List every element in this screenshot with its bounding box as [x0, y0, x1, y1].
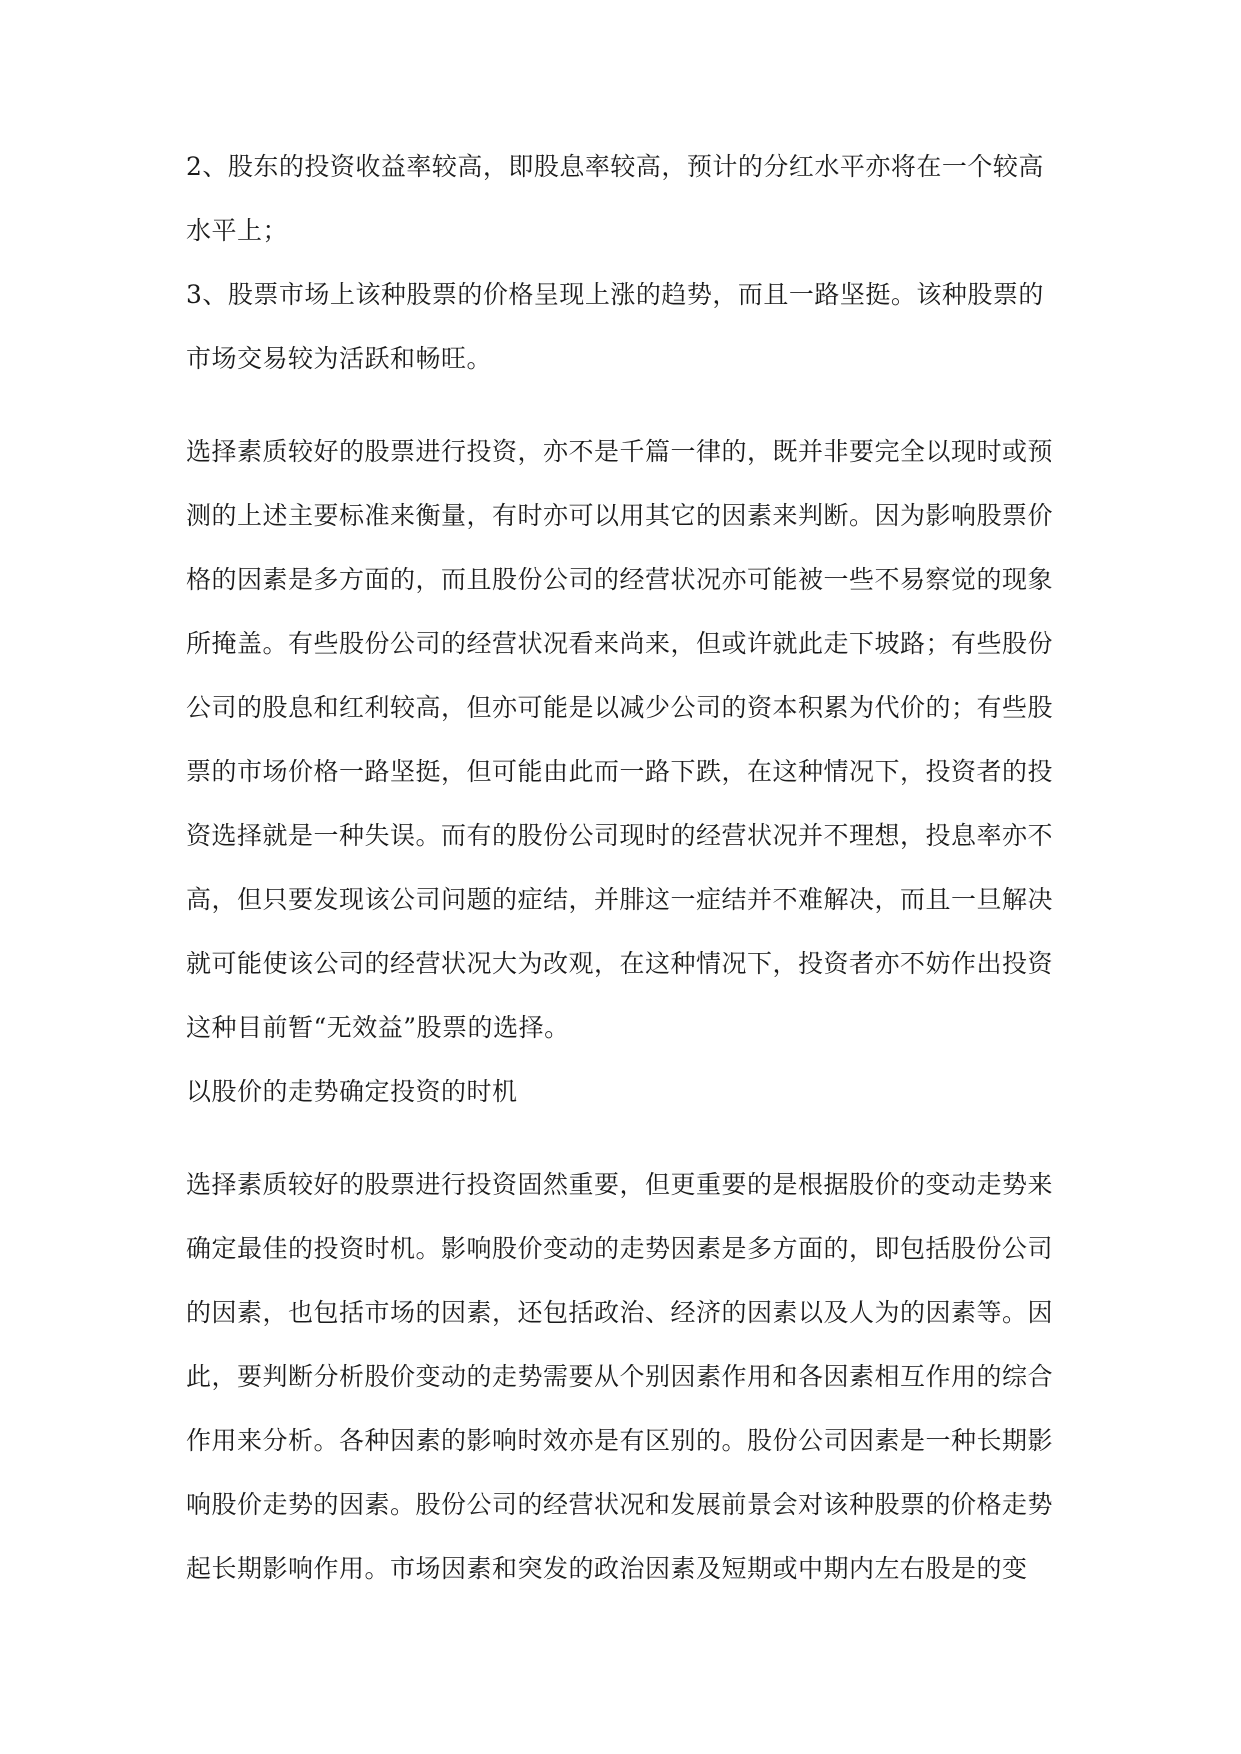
text-line: 市场交易较为活跃和畅旺。 [186, 344, 493, 373]
text-line: 的因素，也包括市场的因素，还包括政治、经济的因素以及人为的因素等。因 [186, 1298, 1054, 1327]
text-line: 3、股票市场上该种股票的价格呈现上涨的趋势，而且一路坚挺。该种股票的 [186, 280, 1044, 309]
text-line: 资选择就是一种失误。而有的股份公司现时的经营状况并不理想，投息率亦不 [186, 821, 1054, 850]
text-line: 确定最佳的投资时机。影响股价变动的走势因素是多方面的，即包括股份公司 [186, 1234, 1054, 1263]
text-line: 所掩盖。有些股份公司的经营状况看来尚来，但或许就此走下坡路；有些股份 [186, 629, 1054, 658]
text-line: 此，要判断分析股价变动的走势需要从个别因素作用和各因素相互作用的综合 [186, 1362, 1054, 1391]
text-line: 2、股东的投资收益率较高，即股息率较高，预计的分红水平亦将在一个较高 [186, 152, 1044, 181]
text-line: 测的上述主要标准来衡量，有时亦可以用其它的因素来判断。因为影响股票价 [186, 501, 1054, 530]
text-line: 选择素质较好的股票进行投资，亦不是千篇一律的，既并非要完全以现时或预 [186, 437, 1054, 466]
text-line: 起长期影响作用。市场因素和突发的政治因素及短期或中期内左右股是的变 [186, 1554, 1028, 1583]
text-line: 就可能使该公司的经营状况大为改观，在这种情况下，投资者亦不妨作出投资 [186, 949, 1054, 978]
text-line: 水平上； [186, 216, 289, 245]
text-line: 公司的股息和红利较高，但亦可能是以减少公司的资本积累为代价的；有些股 [186, 693, 1054, 722]
text-line: 作用来分析。各种因素的影响时效亦是有区别的。股份公司因素是一种长期影 [186, 1426, 1054, 1455]
text-line: 这种目前暂“无效益”股票的选择。 [186, 1013, 570, 1042]
text-line: 响股价走势的因素。股份公司的经营状况和发展前景会对该种股票的价格走势 [186, 1490, 1054, 1519]
text-line: 选择素质较好的股票进行投资固然重要，但更重要的是根据股价的变动走势来 [186, 1170, 1054, 1199]
text-line: 票的市场价格一路坚挺，但可能由此而一路下跌，在这种情况下，投资者的投 [186, 757, 1054, 786]
text-line: 格的因素是多方面的，而且股份公司的经营状况亦可能被一些不易察觉的现象 [186, 565, 1054, 594]
section-heading: 以股价的走势确定投资的时机 [186, 1077, 518, 1106]
text-line: 高，但只要发现该公司问题的症结，并腓这一症结并不难解决，而且一旦解决 [186, 885, 1054, 914]
